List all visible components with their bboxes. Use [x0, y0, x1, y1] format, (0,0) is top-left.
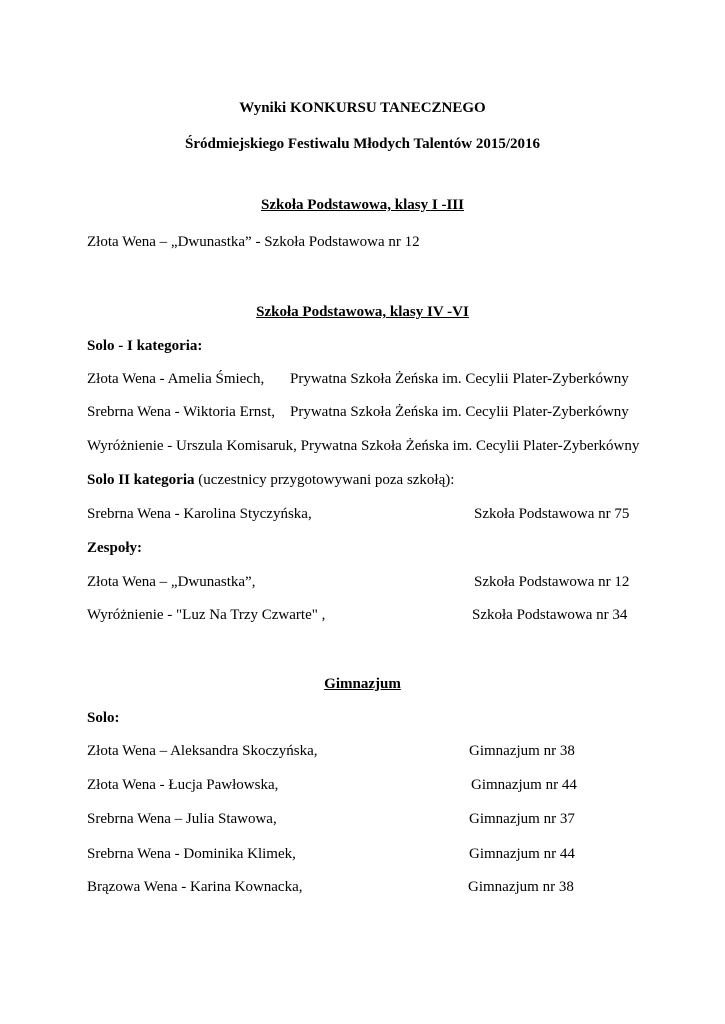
- document-title: Wyniki KONKURSU TANECZNEGO: [239, 100, 486, 116]
- section-heading-sp-1-3: Szkoła Podstawowa, klasy I -III: [261, 197, 464, 213]
- result-school: Prywatna Szkoła Żeńska im. Cecylii Plater-Zyberkówny: [290, 371, 629, 387]
- category-label-solo-2-bold: Solo II kategoria: [87, 472, 195, 488]
- result-school: Gimnazjum nr 44: [469, 846, 575, 862]
- result-award: Złota Wena - Łucja Pawłowska,: [87, 777, 279, 793]
- section-heading-gimnazjum: Gimnazjum: [324, 676, 401, 692]
- result-award: Złota Wena - Amelia Śmiech,: [87, 371, 265, 387]
- section-heading-sp-4-6: Szkoła Podstawowa, klasy IV -VI: [256, 304, 469, 320]
- category-label-solo-2-note: (uczestnicy przygotowywani poza szkołą):: [194, 472, 455, 488]
- category-label-solo-2: [87, 471, 454, 489]
- category-label-teams: Zespoły:: [87, 540, 143, 556]
- result-entry: Wyróżnienie - Urszula Komisaruk, Prywatna Szkoła Żeńska im. Cecylii Plater-Zyberkówny: [87, 438, 640, 454]
- result-school: Gimnazjum nr 38: [469, 743, 575, 759]
- result-school: Gimnazjum nr 38: [468, 879, 574, 895]
- result-school: Szkoła Podstawowa nr 34: [472, 607, 628, 623]
- result-award: Srebrna Wena - Wiktoria Ernst,: [87, 404, 275, 420]
- category-label-solo-1: Solo - I kategoria:: [87, 338, 203, 354]
- result-school: Szkoła Podstawowa nr 75: [474, 506, 630, 522]
- result-award: Srebrna Wena – Julia Stawowa,: [87, 811, 277, 827]
- result-school: Gimnazjum nr 44: [471, 777, 577, 793]
- result-award: Wyróżnienie - "Luz Na Trzy Czwarte" ,: [87, 607, 326, 623]
- document-subtitle: Śródmiejskiego Festiwalu Młodych Talentów 2015/2016: [184, 136, 540, 152]
- result-award: Srebrna Wena - Dominika Klimek,: [87, 846, 296, 862]
- result-award: Srebrna Wena - Karolina Styczyńska,: [87, 506, 312, 522]
- result-school: Prywatna Szkoła Żeńska im. Cecylii Plater-Zyberkówny: [290, 404, 629, 420]
- category-label-solo: Solo:: [87, 710, 120, 726]
- result-award: Brązowa Wena - Karina Kownacka,: [87, 879, 303, 895]
- result-school: Gimnazjum nr 37: [469, 811, 575, 827]
- result-school: Szkoła Podstawowa nr 12: [474, 574, 630, 590]
- result-entry: Złota Wena – „Dwunastka” - Szkoła Podstawowa nr 12: [87, 234, 420, 250]
- result-award: Złota Wena – „Dwunastka”,: [87, 574, 256, 590]
- result-award: Złota Wena – Aleksandra Skoczyńska,: [87, 743, 318, 759]
